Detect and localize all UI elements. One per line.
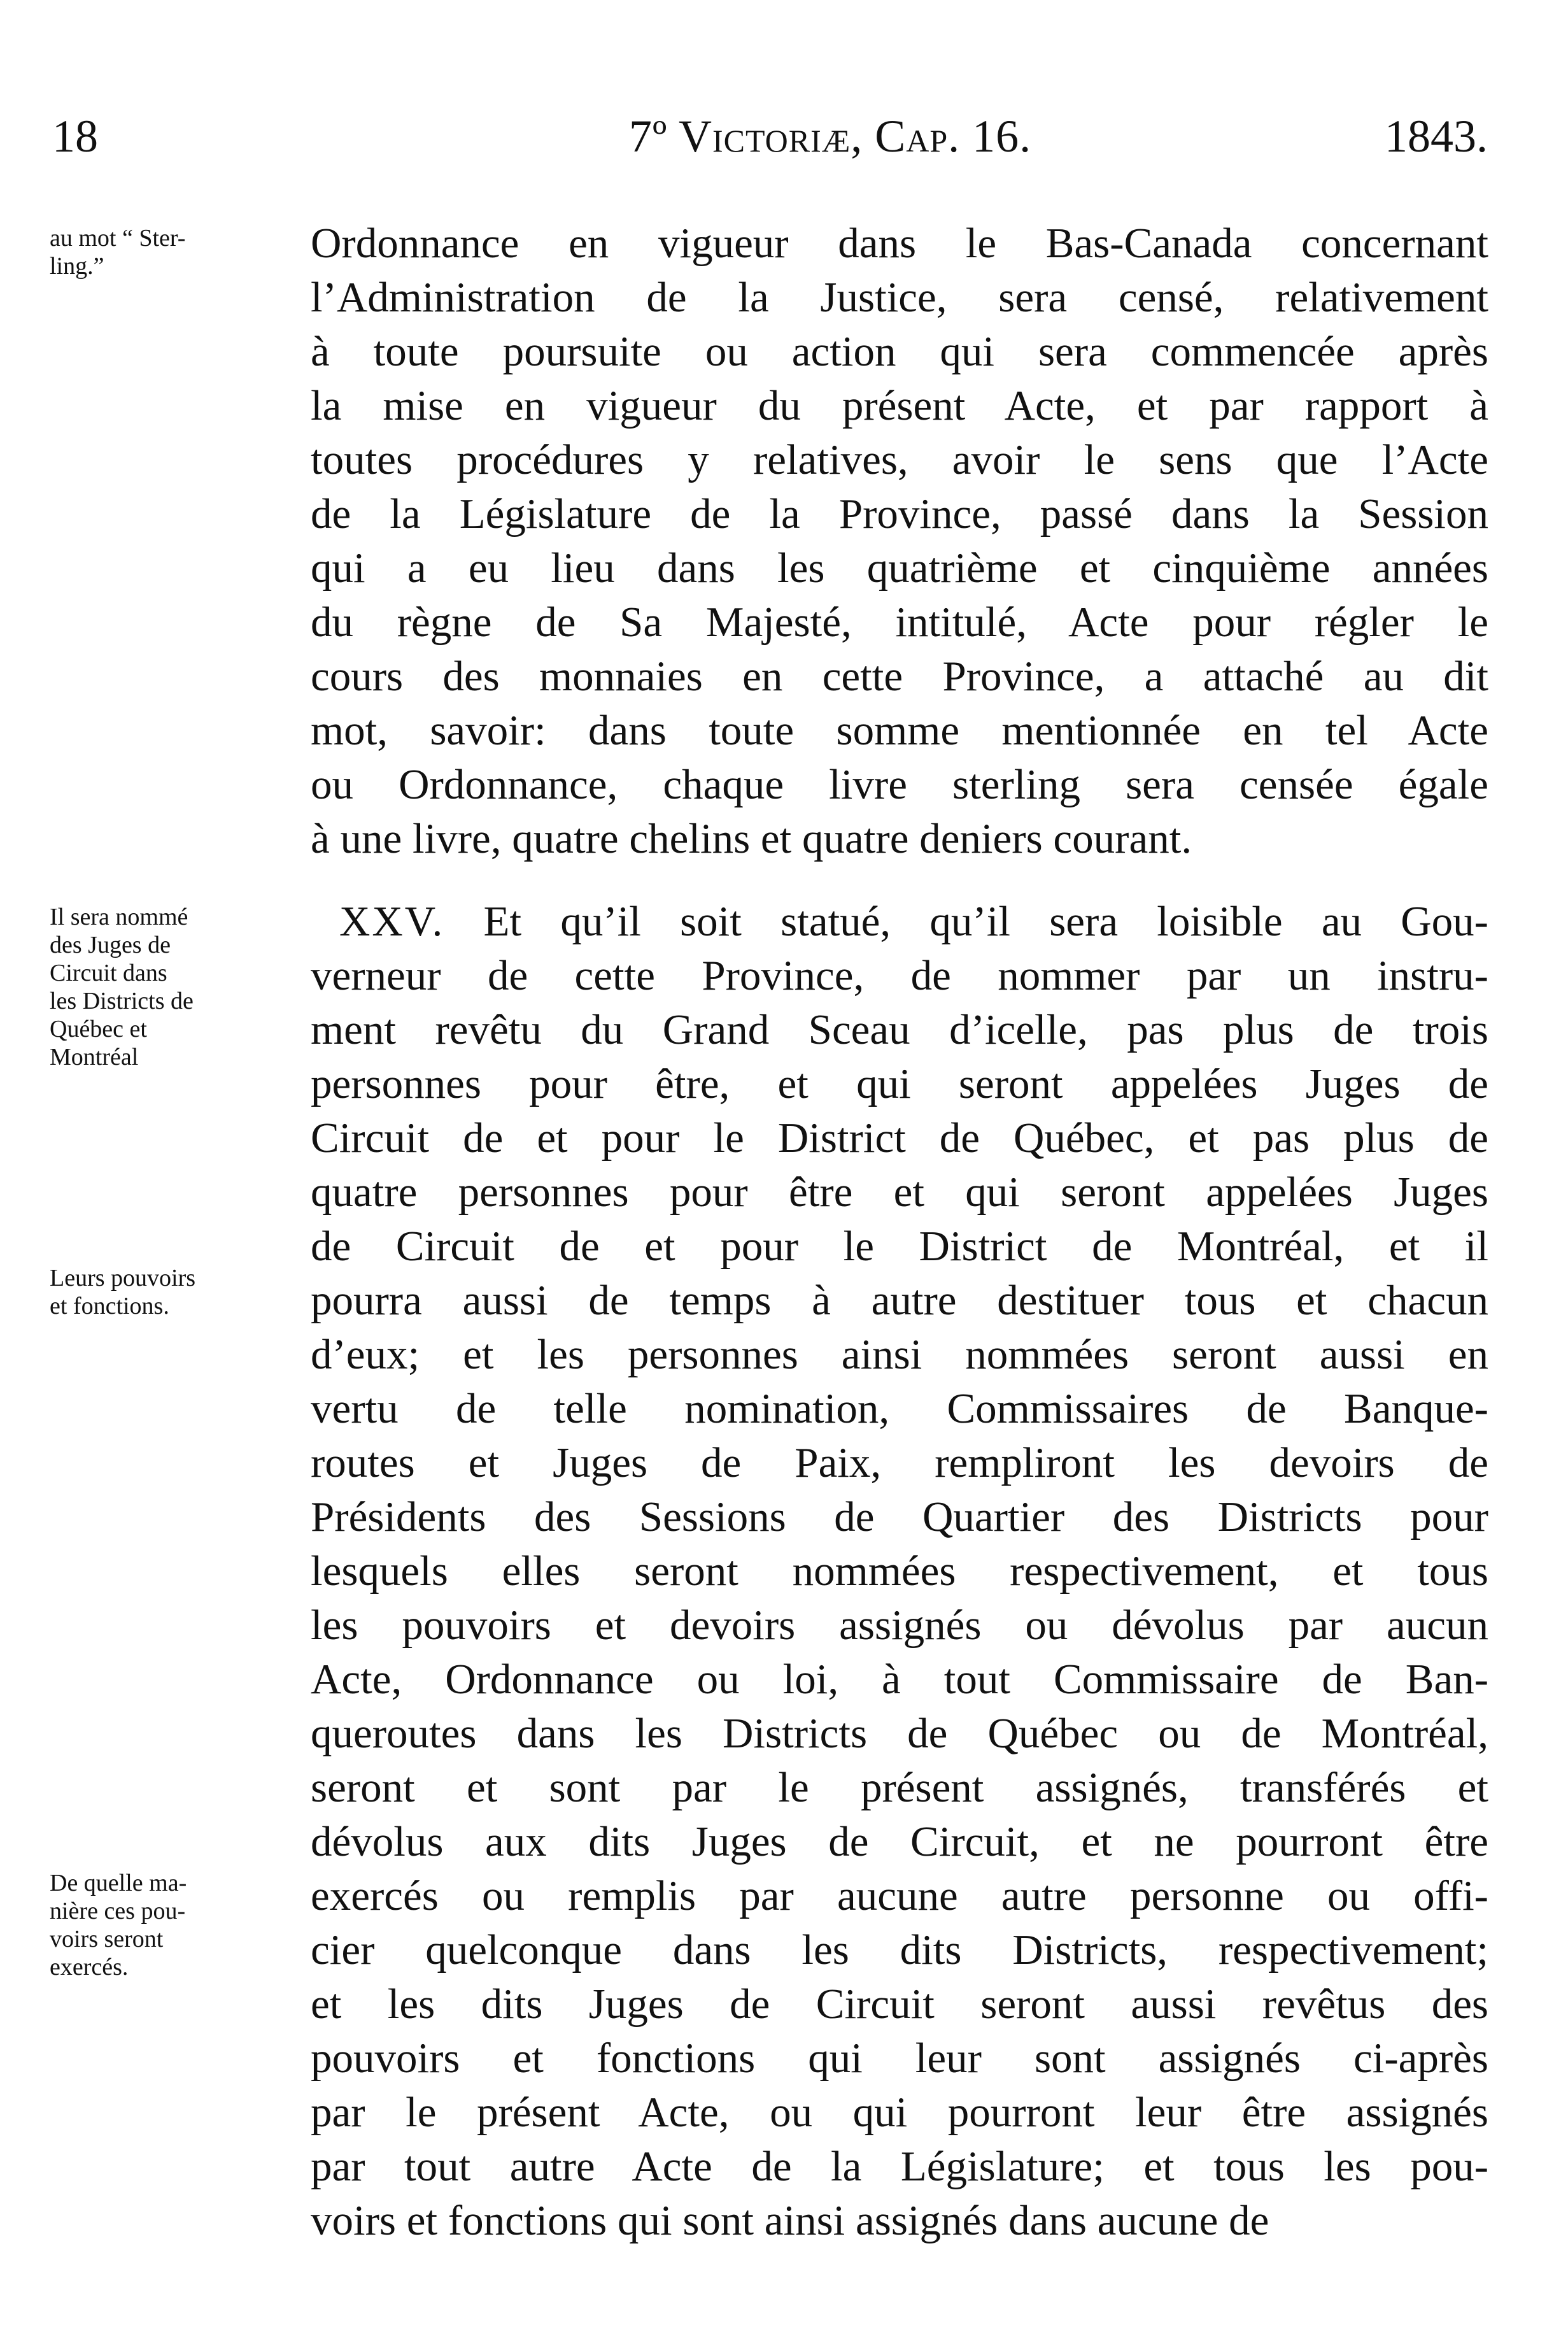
text-line: du règne de Sa Majesté, intitulé, Acte pour régler le bbox=[311, 599, 1488, 646]
text-line: ment revêtu du Grand Sceau d’icelle, pas plus de trois bbox=[311, 1006, 1488, 1053]
text-line: la mise en vigueur du présent Acte, et par rapport à bbox=[311, 382, 1488, 429]
text-line: routes et Juges de Paix, rempliront les devoirs de bbox=[311, 1439, 1488, 1486]
running-title: 7º Victoriæ, Cap. 16. bbox=[629, 111, 1032, 162]
section-first-line-text: Et qu’il soit statué, qu’il sera loisible au Gou- bbox=[483, 898, 1488, 945]
text-line: dévolus aux dits Juges de Circuit, et ne pourront être bbox=[311, 1818, 1488, 1865]
text-line: personnes pour être, et qui seront appelées Juges de bbox=[311, 1060, 1488, 1107]
text-line: de Circuit de et pour le District de Montréal, et il bbox=[311, 1223, 1488, 1270]
margin-note-judges bbox=[50, 903, 307, 1071]
section-xxv bbox=[311, 895, 1488, 2248]
margin-note-line: Leurs pouvoirs bbox=[50, 1265, 196, 1291]
margin-note-line: Circuit dans bbox=[50, 960, 167, 986]
margin-note-exercise bbox=[50, 1869, 307, 1981]
margin-note-line: voirs seront bbox=[50, 1926, 164, 1952]
text-line: cier quelconque dans les dits Districts, respectivement; bbox=[311, 1926, 1488, 1973]
text-line: cours des monnaies en cette Province, a attaché au dit bbox=[311, 653, 1488, 700]
text-line: Acte, Ordonnance ou loi, à tout Commissaire de Ban- bbox=[311, 1656, 1488, 1703]
margin-note-line: et fonctions. bbox=[50, 1293, 169, 1319]
text-line: Ordonnance en vigueur dans le Bas-Canada concernant bbox=[311, 220, 1488, 267]
text-line: qui a eu lieu dans les quatrième et cinquième années bbox=[311, 544, 1488, 592]
text-line: et les dits Juges de Circuit seront aussi revêtus des bbox=[311, 1980, 1488, 2028]
page-number: 18 bbox=[52, 111, 98, 162]
text-line: lesquels elles seront nommées respectivement, et tous bbox=[311, 1547, 1488, 1595]
margin-note-line: des Juges de bbox=[50, 932, 171, 958]
text-line: Présidents des Sessions de Quartier des Districts pour bbox=[311, 1493, 1488, 1540]
margin-note-line: Il sera nommé bbox=[50, 904, 188, 930]
text-line: ou Ordonnance, chaque livre sterling sera censée égale bbox=[311, 761, 1488, 808]
text-line: mot, savoir: dans toute somme mentionnée en tel Acte bbox=[311, 707, 1488, 754]
margin-note-line: Québec et bbox=[50, 1016, 147, 1042]
paragraph-sterling-definition bbox=[311, 217, 1488, 866]
text-line: d’eux; et les personnes ainsi nommées seront aussi en bbox=[311, 1331, 1488, 1378]
margin-note-line: Montréal bbox=[50, 1044, 139, 1070]
text-line: pourra aussi de temps à autre destituer tous et chacun bbox=[311, 1277, 1488, 1324]
section-first-line bbox=[311, 895, 1488, 949]
margin-note-line: De quelle ma- bbox=[50, 1870, 187, 1896]
text-line: queroutes dans les Districts de Québec ou de Montréal, bbox=[311, 1710, 1488, 1757]
text-line: exercés ou remplis par aucune autre personne ou offi- bbox=[311, 1872, 1488, 1919]
margin-note-line: au mot “ Ster- bbox=[50, 225, 186, 252]
text-line: pouvoirs et fonctions qui leur sont assignés ci-après bbox=[311, 2035, 1488, 2082]
margin-note-line: nière ces pou- bbox=[50, 1898, 186, 1924]
margin-note-powers bbox=[50, 1264, 307, 1320]
margin-note-line: ling.” bbox=[50, 253, 104, 280]
section-number: XXV. bbox=[339, 898, 445, 945]
text-line: seront et sont par le présent assignés, transférés et bbox=[311, 1764, 1488, 1811]
text-line: par le présent Acte, ou qui pourront leur être assignés bbox=[311, 2089, 1488, 2136]
text-line: à une livre, quatre chelins et quatre deniers courant. bbox=[311, 815, 1192, 862]
margin-note-sterling bbox=[50, 224, 307, 280]
text-line: verneur de cette Province, de nommer par un instru- bbox=[311, 952, 1488, 999]
text-line: de la Législature de la Province, passé dans la Session bbox=[311, 490, 1488, 537]
text-line: toutes procédures y relatives, avoir le sens que l’Acte bbox=[311, 436, 1488, 483]
text-line: par tout autre Acte de la Législature; et tous les pou- bbox=[311, 2143, 1488, 2190]
text-line: Circuit de et pour le District de Québec, et pas plus de bbox=[311, 1114, 1488, 1162]
text-line: à toute poursuite ou action qui sera commencée après bbox=[311, 328, 1488, 375]
text-line: vertu de telle nomination, Commissaires de Banque- bbox=[311, 1385, 1488, 1432]
margin-note-line: exercés. bbox=[50, 1954, 129, 1980]
text-line: quatre personnes pour être et qui seront appelées Juges bbox=[311, 1169, 1488, 1216]
margin-note-line: les Districts de bbox=[50, 988, 194, 1014]
text-line: l’Administration de la Justice, sera censé, relativement bbox=[311, 274, 1488, 321]
header-year: 1843. bbox=[1385, 111, 1488, 162]
text-line: les pouvoirs et devoirs assignés ou dévolus par aucun bbox=[311, 1602, 1488, 1649]
text-line: voirs et fonctions qui sont ainsi assignés dans aucune de bbox=[311, 2197, 1269, 2244]
